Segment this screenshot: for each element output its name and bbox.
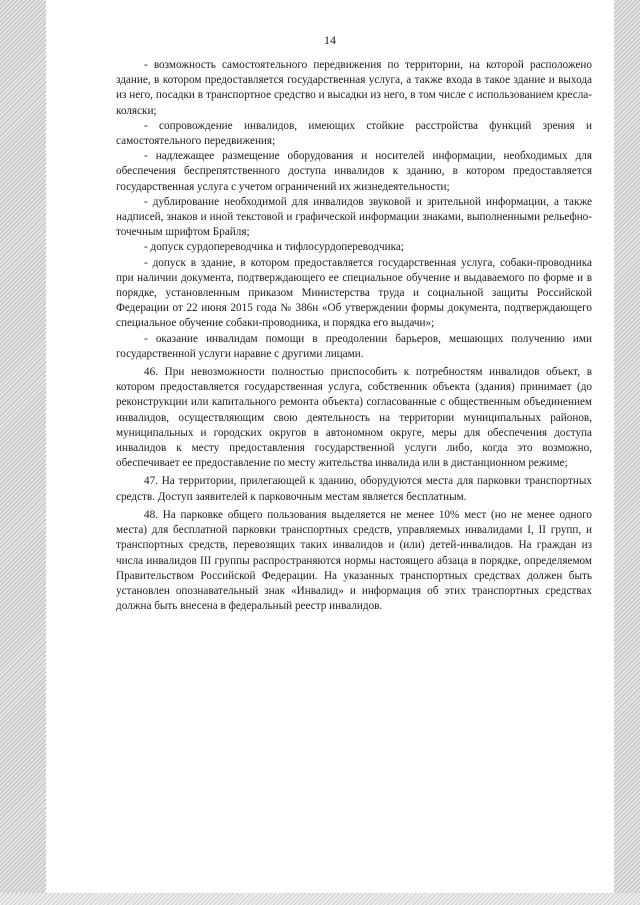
paragraph-48: 48. На парковке общего пользования выделяется не менее 10% мест (но не менее одного места) для бесплатной парковки транспортных средств, управляемых инвалидами I, II групп, и транспортных средств, перевозящих таких инвалидов и (или) детей-инвалидов. На граждан из числа инвалидов III группы распространяются нормы настоящего абзаца в порядке, определяемом Правительством Российской Федерации. На указанных транспортных средствах должен быть установлен опознавательный знак «Инвалид» и информация об этих транспортных средствах должна быть внесена в федеральный реестр инвалидов. [116, 508, 592, 613]
paragraph-interpreter: - допуск сурдопереводчика и тифлосурдопереводчика; [144, 241, 404, 254]
document-page [46, 0, 614, 893]
paragraph-mobility: - возможность самостоятельного передвижения по территории, на которой расположено здание, в котором предоставляется государственная услуга, а также входа в такое здание и выхода из него, посадки в транспортное средство и высадки из него, в том числе с использованием кресла-коляски; [116, 59, 592, 117]
scan-border-left [0, 0, 46, 905]
paragraph-duplication: - дублирование необходимой для инвалидов звуковой и зрительной информации, а также надписей, знаков и иной текстовой и графической информации знаками, выполненными рельефно-точечным шрифтом Брайля; [116, 195, 592, 239]
paragraph-assistance: - оказание инвалидам помощи в преодолении барьеров, мешающих получению ими государственной услуги наравне с другими лицами. [116, 332, 592, 360]
document-body [116, 58, 592, 614]
paragraph-guide-dog: - допуск в здание, в котором предоставляется государственная услуга, собаки-проводника при наличии документа, подтверждающего ее специальное обучение и выдаваемого по форме и в порядке, установленным приказом Министерства труда и социальной защиты Российской Федерации от 22 июня 2015 года № 386н «Об утверждении формы документа, подтверждающего специальное обучение собаки-проводника, и порядка его выдачи»; [116, 256, 592, 330]
paragraph-46: 46. При невозможности полностью приспособить к потребностям инвалидов объект, в котором предоставляется государственная услуга, собственник объекта (здания) принимает (до реконструкции или капитального ремонта объекта) согласованные с общественным объединением инвалидов, осуществляющим свою деятельность на территории муниципальных районов, муниципальных и городских округов в автономном округе, меры для обеспечения доступа инвалидов к месту предоставления государственной услуги либо, когда это возможно, обеспечивает ее предоставление по месту жительства инвалида или в дистанционном режиме; [116, 366, 592, 470]
paragraph-escort: - сопровождение инвалидов, имеющих стойкие расстройства функций зрения и самостоятельного передвижения; [116, 119, 592, 148]
paragraph-47: 47. На территории, прилегающей к зданию, оборудуются места для парковки транспортных средств. Доступ заявителей к парковочным местам является бесплатным. [116, 475, 592, 503]
page-number: 14 [324, 33, 336, 47]
scan-border-right [614, 0, 640, 905]
paragraph-equipment: - надлежащее размещение оборудования и носителей информации, необходимых для обеспечения беспрепятственного доступа инвалидов к зданию, в котором предоставляется государственная услуга с учетом ограничений их жизнедеятельности; [116, 150, 592, 193]
scan-border-bottom [0, 893, 640, 905]
